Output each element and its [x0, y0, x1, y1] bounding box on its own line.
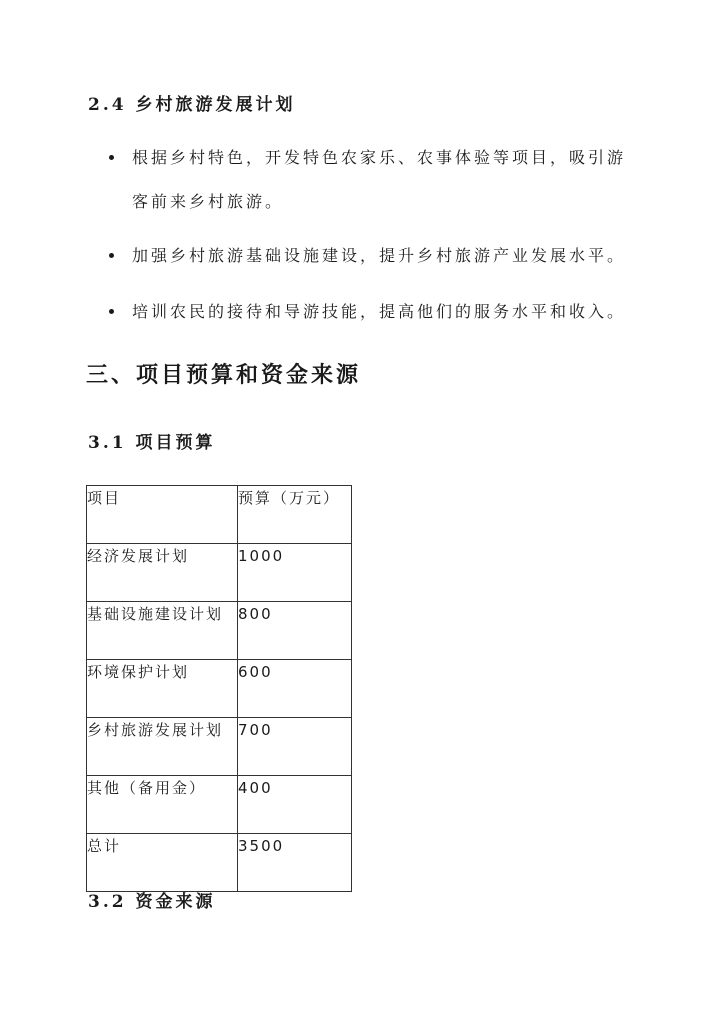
table-cell-amount: 400 [238, 776, 352, 834]
chapter-heading-3: 三、项目预算和资金来源 [86, 362, 362, 388]
bullet-dot-icon [109, 253, 114, 258]
section-heading-3-2: 3.2 资金来源 [88, 892, 216, 912]
table-header-row [87, 486, 352, 544]
bullet-dot-icon [109, 155, 114, 160]
table-header-cell: 项目 [87, 486, 238, 544]
table-row [87, 718, 352, 776]
budget-table [86, 485, 352, 892]
table-cell-item: 环境保护计划 [87, 660, 238, 718]
table-row [87, 834, 352, 892]
bullet-item [109, 234, 634, 278]
bullet-text: 培训农民的接待和导游技能，提高他们的服务水平和收入。 [132, 302, 627, 321]
table-cell-amount: 700 [238, 718, 352, 776]
table-cell-amount: 3500 [238, 834, 352, 892]
table-cell-item: 乡村旅游发展计划 [87, 718, 238, 776]
bullet-text: 根据乡村特色，开发特色农家乐、农事体验等项目，吸引游客前来乡村旅游。 [132, 148, 627, 211]
table-cell-item: 经济发展计划 [87, 544, 238, 602]
table-row [87, 776, 352, 834]
bullet-item [109, 136, 634, 224]
table-cell-item: 其他（备用金） [87, 776, 238, 834]
table-cell-amount: 1000 [238, 544, 352, 602]
section-heading-3-1: 3.1 项目预算 [88, 433, 216, 453]
table-cell-amount: 800 [238, 602, 352, 660]
table-cell-item: 基础设施建设计划 [87, 602, 238, 660]
bullet-item [109, 290, 634, 334]
table-row [87, 602, 352, 660]
table-header-cell: 预算（万元） [238, 486, 352, 544]
table-cell-item: 总计 [87, 834, 238, 892]
table-row [87, 544, 352, 602]
bullet-text: 加强乡村旅游基础设施建设，提升乡村旅游产业发展水平。 [132, 246, 627, 265]
table-cell-amount: 600 [238, 660, 352, 718]
bullet-dot-icon [109, 309, 114, 314]
section-heading-2-4: 2.4 乡村旅游发展计划 [88, 95, 296, 115]
table-row [87, 660, 352, 718]
